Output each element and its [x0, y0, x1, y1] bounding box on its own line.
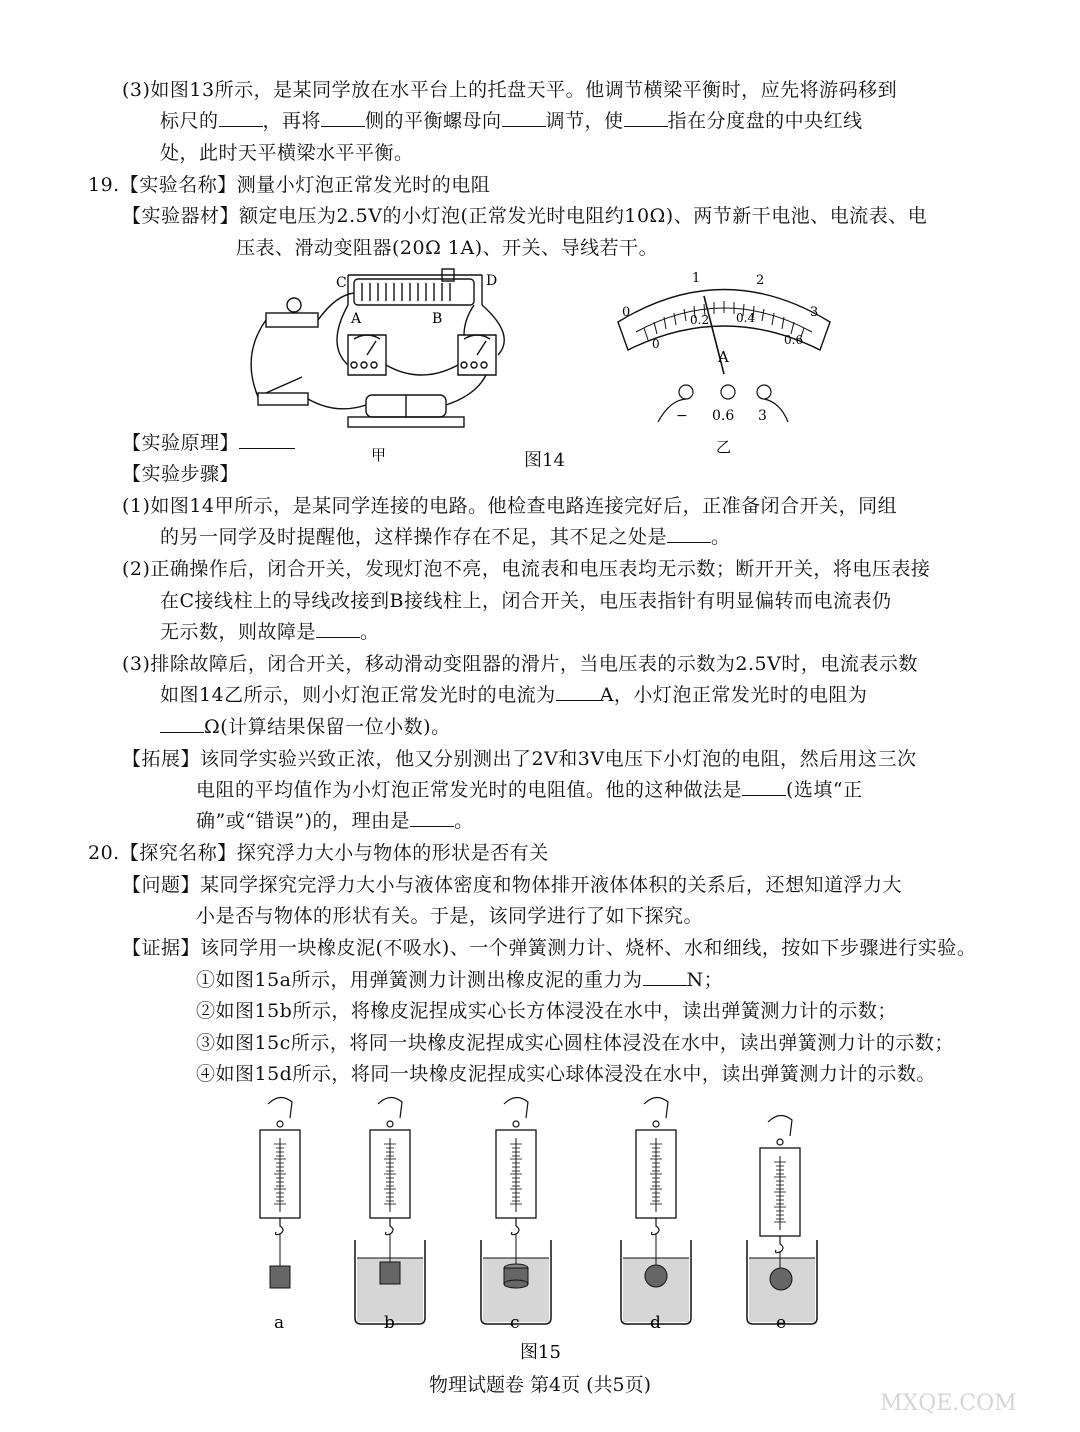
tick-label: 3 — [810, 305, 819, 320]
q19-s3a: (3)排除故障后，闭合开关，移动滑动变阻器的滑片，当电压表的示数为2.5V时，电流表示数 — [122, 653, 918, 675]
q19-steps: 【实验步骤】 — [122, 463, 240, 485]
text: 确”或“错误”)的，理由是 — [196, 810, 411, 832]
tick-label: 0.4 — [736, 311, 756, 325]
text: 调节，使 — [545, 110, 624, 132]
q20-e2: ②如图15b所示，将橡皮泥捏成实心长方体浸没在水中，读出弹簧测力计的示数； — [196, 1000, 897, 1022]
q19-s1b — [160, 524, 731, 550]
answer-blank[interactable] — [321, 108, 365, 127]
ammeter-dial-yi — [608, 262, 840, 457]
answer-blank[interactable] — [219, 108, 263, 127]
answer-blank[interactable] — [742, 777, 786, 796]
q18-3-line2 — [160, 108, 863, 134]
q19-ext1: 【拓展】该同学实验兴致正浓，他又分别测出了2V和3V电压下小灯泡的电阻，然后用这三次 — [122, 748, 917, 770]
text: 的另一同学及时提醒他，这样操作存在不足，其不足之处是 — [160, 526, 668, 548]
text: 无示数，则故障是 — [160, 621, 317, 643]
tick-label: 0 — [652, 337, 660, 351]
terminal-06: 0.6 — [712, 408, 735, 424]
answer-blank[interactable] — [160, 714, 204, 733]
q19-s1a: (1)如图14甲所示，是某同学连接的电路。他检查电路连接完好后，正准备闭合开关，同组 — [122, 495, 898, 517]
page-footer: 物理试题卷 第4页 (共5页) — [428, 1374, 652, 1396]
fig15-label-e: e — [776, 1313, 787, 1333]
meter-unit-label: A — [718, 348, 729, 366]
terminal-minus: − — [676, 408, 688, 424]
answer-blank[interactable] — [624, 108, 668, 127]
text: 指在分度盘的中央红线 — [667, 110, 863, 132]
fig15-label-a: a — [274, 1313, 285, 1333]
text: 如图14乙所示，则小灯泡正常发光时的电流为 — [160, 684, 556, 706]
text: Ω(计算结果保留一位小数)。 — [204, 716, 451, 738]
watermark-text: MXQE.COM — [880, 1391, 1017, 1416]
q20-q2: 小是否与物体的形状有关。于是，该同学进行了如下探究。 — [196, 905, 704, 927]
text: (选填“正 — [786, 779, 863, 801]
q19-equip2: 压表、滑动变阻器(20Ω 1A)、开关、导线若干。 — [236, 237, 659, 259]
q19-s3b — [160, 682, 867, 708]
tick-label: 0 — [622, 305, 631, 320]
q19-s2c — [160, 619, 380, 645]
label-d: D — [486, 273, 498, 289]
tick-label: 0.2 — [690, 313, 710, 327]
answer-blank[interactable] — [239, 430, 295, 449]
answer-blank[interactable] — [667, 524, 711, 543]
text: 。 — [711, 526, 731, 548]
text: 【实验原理】 — [122, 432, 240, 454]
q20-e0: 【证据】该同学用一块橡皮泥(不吸水)、一个弹簧测力计、烧杯、水和细线，按如下步骤进行实验。 — [122, 937, 977, 959]
q19-title: 19.【实验名称】测量小灯泡正常发光时的电阻 — [88, 174, 491, 196]
q20-e1 — [196, 967, 723, 993]
tick-label: 0.6 — [784, 333, 804, 347]
label-c: C — [336, 275, 347, 291]
q20-e3: ③如图15c所示，将同一块橡皮泥捏成实心圆柱体浸没在水中，读出弹簧测力计的示数； — [196, 1032, 954, 1054]
label-a: A — [351, 311, 362, 327]
text: ，再将 — [262, 110, 322, 132]
label-yi: 乙 — [716, 438, 732, 456]
text: N； — [686, 969, 724, 991]
text: A，小灯泡正常发光时的电阻为 — [599, 684, 868, 706]
fig15-label-c: c — [510, 1313, 520, 1333]
q19-ext2 — [196, 777, 863, 803]
label-b: B — [432, 311, 443, 327]
tick-label: 2 — [756, 273, 765, 288]
answer-blank[interactable] — [556, 682, 600, 701]
q20-title: 20.【探究名称】探究浮力大小与物体的形状是否有关 — [88, 842, 549, 864]
q19-s2a: (2)正确操作后，闭合开关，发现灯泡不亮，电流表和电压表均无示数；断开开关，将电压表接 — [122, 558, 931, 580]
figure-14-caption: 图14 — [524, 450, 565, 471]
q19-ext3 — [196, 808, 474, 834]
fig15-label-d: d — [650, 1313, 661, 1333]
answer-blank[interactable] — [502, 108, 546, 127]
q19-principle — [122, 430, 295, 456]
text: ①如图15a所示，用弹簧测力计测出橡皮泥的重力为 — [196, 969, 643, 991]
answer-blank[interactable] — [643, 967, 687, 986]
text: 。 — [360, 621, 380, 643]
text: 。 — [454, 810, 474, 832]
q18-3-line1: (3)如图13所示，是某同学放在水平台上的托盘天平。他调节横梁平衡时，应先将游码移到 — [122, 79, 898, 101]
q19-equip1: 【实验器材】额定电压为2.5V的小灯泡(正常发光时电阻约10Ω)、两节新干电池、电流表、电 — [122, 205, 928, 227]
terminal-3: 3 — [758, 408, 767, 424]
fig15-label-b: b — [384, 1313, 395, 1333]
q20-q1: 【问题】某同学探究完浮力大小与液体密度和物体排开液体体积的关系后，还想知道浮力大 — [122, 874, 903, 896]
q19-s3c — [160, 714, 451, 740]
figure-15-caption: 图15 — [520, 1342, 561, 1360]
text: 电阻的平均值作为小灯泡正常发光时的电阻值。他的这种做法是 — [196, 779, 743, 801]
label-jia: 甲 — [371, 446, 387, 464]
q18-3-line3: 处，此时天平横梁水平平衡。 — [160, 142, 414, 164]
watermark-logo — [870, 1360, 1050, 1420]
text: 侧的平衡螺母向 — [365, 110, 502, 132]
text: 标尺的 — [160, 110, 219, 132]
tick-label: 1 — [692, 271, 701, 286]
answer-blank[interactable] — [316, 619, 360, 638]
q20-e4: ④如图15d所示，将同一块橡皮泥捏成实心球体浸没在水中，读出弹簧测力计的示数。 — [196, 1063, 936, 1085]
figure-15-spring-scales — [230, 1090, 830, 1360]
answer-blank[interactable] — [410, 808, 454, 827]
q19-s2b: 在C接线柱上的导线改接到B接线柱上，闭合开关，电压表指针有明显偏转而电流表仍 — [160, 590, 892, 612]
